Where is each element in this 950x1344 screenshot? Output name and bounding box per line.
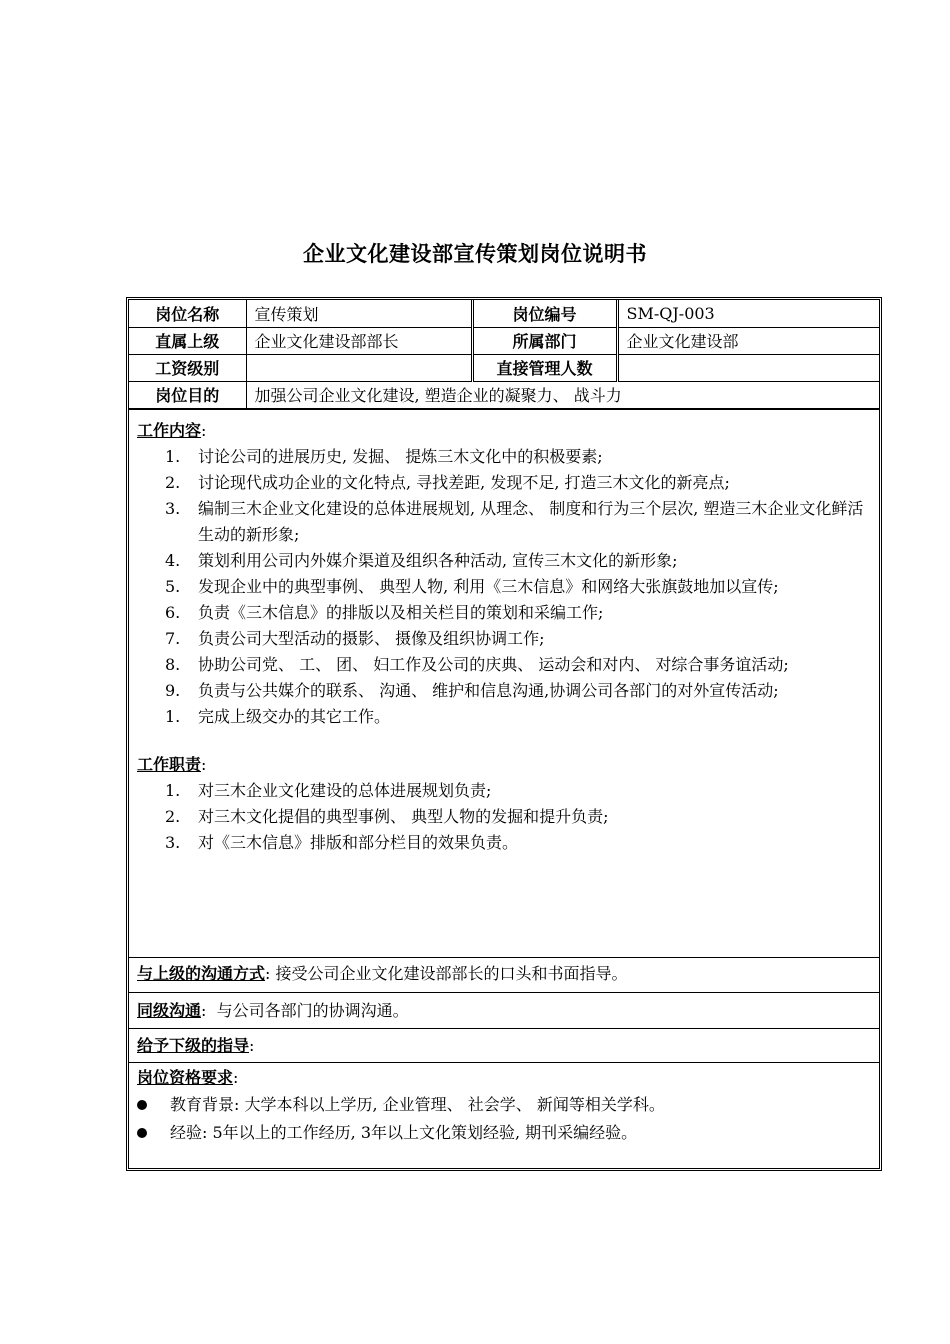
list-item-text: 讨论公司的进展历史, 发掘、 提炼三木文化中的积极要素; [198,447,603,466]
list-item [137,1119,879,1147]
list-item-number: 5. [165,577,181,596]
field-label: 岗位编号 [472,300,617,327]
list-item-number: 3. [165,499,181,518]
page-title: 企业文化建设部宣传策划岗位说明书 [303,242,647,266]
field-value [246,354,472,381]
communication-up-row: 与上级的沟通方式: 接受公司企业文化建设部部长的口头和书面指导。 [129,957,879,992]
guidance-down-heading: 给予下级的指导 [137,1036,250,1055]
work-content-section: 工作内容: 1. 讨论公司的进展历史, 发掘、 提炼三木文化中的积极要素; 2. 讨论现代成功企业的文化特点, 寻找差距, 发现不足, 打造三木文化的新亮点; 3. 编制三木企业文化建设的总体进展规划, 从理念、 制度和行为三个层次, 塑造三木企业文化鲜活生动的新形象; 4. 策划利用公司内外媒介渠道及组织各种活动, 宣传三木文化的新形象; 5. 发现企业中的典型事例、 典型人物, 利用《三木信息》和网络大张旗鼓地加以宣传; 6. 负责《三木信息》的排版以及相关栏目的策划和采编工作; 7. 负责公司大型活动的摄影、 摄像及组织协调工作; 8. 协助公司党、 工、 团、 妇工作及公司的庆典、 运动会和对内、 对综合事务谊活动; 9. 负责与公共媒介的联系、 沟通、 维护和信息沟通,协调公司各部门的对外宣传活动; 1. 完成上级交办的其它工作。 工作职责: 1. 对三木企业文化建设的总体进展规划负责; 2. 对三木文化提倡的典型事例、 典型人物的发掘和提升负责; 3. 对《三木信息》排版和部分栏目的效果负责。 [129,418,879,856]
qualifications-row: 岗位资格要求: 教育背景: 大学本科以上学历, 企业管理、 社会学、 新闻等相关学科。 经验: 5年以上的工作经历, 3年以上文化策划经验, 期刊采编经验。 [129,1062,879,1168]
list-item [137,548,879,574]
field-label: 直属上级 [129,327,246,354]
qualification-education: 教育背景: 大学本科以上学历, 企业管理、 社会学、 新闻等相关学科。 [170,1095,665,1114]
list-item-text: 策划利用公司内外媒介渠道及组织各种活动, 宣传三木文化的新形象; [198,551,678,570]
list-item [137,1091,879,1119]
list-item-number: 3. [165,833,181,852]
purpose-label: 岗位目的 [129,381,246,408]
list-item-text: 编制三木企业文化建设的总体进展规划, 从理念、 制度和行为三个层次, 塑造三木企业文化鲜活生动的新形象; [198,499,864,544]
list-item [137,444,879,470]
list-item [137,678,879,704]
table-row [129,381,879,408]
table-row [129,354,879,381]
bullet-icon [137,1100,147,1110]
list-item-number: 2. [165,807,181,826]
job-description-table [126,297,882,1171]
field-value: 企业文化建设部部长 [246,327,472,354]
list-item-text: 对三木企业文化建设的总体进展规划负责; [198,781,492,800]
communication-peer-heading: 同级沟通 [137,1001,202,1020]
list-item-text: 讨论现代成功企业的文化特点, 寻找差距, 发现不足, 打造三木文化的新亮点; [198,473,730,492]
list-item [137,652,879,678]
field-value [617,354,879,381]
list-item [137,778,879,804]
header-table [129,300,879,409]
list-item-text: 对《三木信息》排版和部分栏目的效果负责。 [198,833,519,852]
list-item-number: 1. [165,707,181,726]
list-item [137,574,879,600]
list-item [137,470,879,496]
table-row [129,327,879,354]
list-item-number: 8. [165,655,181,674]
list-item [137,496,879,548]
purpose-value: 加强公司企业文化建设, 塑造企业的凝聚力、 战斗力 [246,381,879,408]
list-item-number: 1. [165,447,181,466]
list-item [137,704,879,730]
list-item [137,600,879,626]
field-label: 所属部门 [472,327,617,354]
table-row [129,300,879,327]
field-label: 直接管理人数 [472,354,617,381]
work-duties-heading: 工作职责 [137,755,202,774]
list-item-text: 负责与公共媒介的联系、 沟通、 维护和信息沟通,协调公司各部门的对外宣传活动; [198,681,779,700]
list-item [137,626,879,652]
qualifications-heading: 岗位资格要求 [137,1068,234,1087]
field-value: 企业文化建设部 [617,327,879,354]
work-content-heading: 工作内容 [137,421,202,440]
list-item-text: 对三木文化提倡的典型事例、 典型人物的发掘和提升负责; [198,807,609,826]
list-item-text: 完成上级交办的其它工作。 [198,707,391,726]
list-item [137,804,879,830]
list-item-number: 2. [165,473,181,492]
list-item-number: 9. [165,681,181,700]
communication-up-heading: 与上级的沟通方式 [137,964,266,983]
qualification-experience: 经验: 5年以上的工作经历, 3年以上文化策划经验, 期刊采编经验。 [170,1123,638,1142]
communication-peer-row: 同级沟通: 与公司各部门的协调沟通。 [129,992,879,1028]
bullet-icon [137,1128,147,1138]
work-duties-list [137,778,879,856]
communication-up-text: 接受公司企业文化建设部部长的口头和书面指导。 [275,964,628,983]
list-item-text: 发现企业中的典型事例、 典型人物, 利用《三木信息》和网络大张旗鼓地加以宣传; [198,577,779,596]
list-item-number: 1. [165,781,181,800]
list-item-text: 协助公司党、 工、 团、 妇工作及公司的庆典、 运动会和对内、 对综合事务谊活动; [198,655,789,674]
list-item-text: 负责公司大型活动的摄影、 摄像及组织协调工作; [198,629,545,648]
list-item [137,830,879,856]
field-value: SM-QJ-003 [617,300,879,327]
guidance-down-row: 给予下级的指导: [129,1028,879,1062]
field-value: 宣传策划 [246,300,472,327]
field-label: 工资级别 [129,354,246,381]
list-item-number: 6. [165,603,181,622]
list-item-text: 负责《三木信息》的排版以及相关栏目的策划和采编工作; [198,603,604,622]
list-item-number: 7. [165,629,181,648]
list-item-number: 4. [165,551,181,570]
communication-peer-text: 与公司各部门的协调沟通。 [216,1001,409,1020]
work-content-list [137,444,879,730]
field-label: 岗位名称 [129,300,246,327]
